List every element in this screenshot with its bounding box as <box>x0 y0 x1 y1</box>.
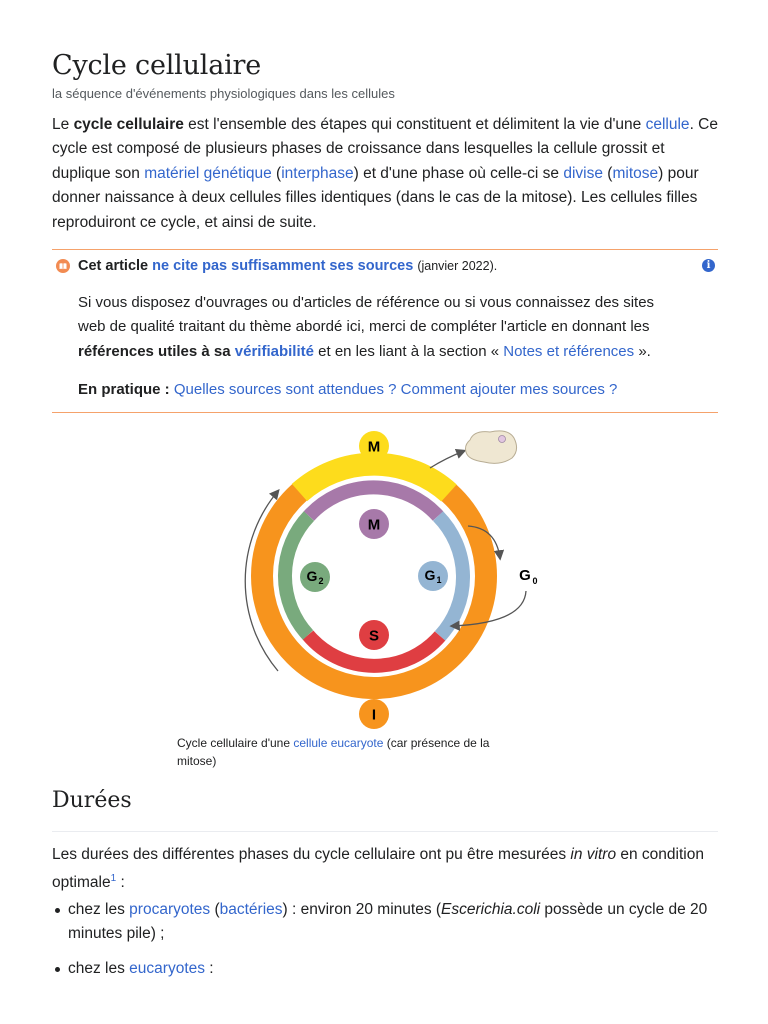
svg-text:0: 0 <box>532 576 538 586</box>
sources-notice-box <box>52 249 718 413</box>
book-warning-icon <box>56 259 70 273</box>
link-verifiabilite[interactable]: vérifiabilité <box>234 342 314 360</box>
figure-caption: Cycle cellulaire d'une cellule eucaryote (car présence de la mitose) <box>177 736 490 768</box>
link-notes-references[interactable]: Notes et références <box>503 342 635 360</box>
badge-inner-m <box>359 509 389 539</box>
notice-date: (janvier 2022). <box>417 259 498 273</box>
svg-text:G: G <box>519 567 531 584</box>
durations-list <box>52 898 734 991</box>
svg-text:2: 2 <box>318 576 324 586</box>
info-icon[interactable]: i <box>702 259 715 272</box>
badge-g2 <box>300 562 330 592</box>
reference-1[interactable]: 1 <box>110 873 117 885</box>
section-heading-durees: Durées <box>52 788 132 813</box>
svg-text:M: M <box>367 438 381 456</box>
link-cellule[interactable]: cellule <box>645 116 690 133</box>
link-bacteries[interactable]: bactéries <box>219 901 283 918</box>
link-interphase[interactable]: interphase <box>281 164 354 182</box>
page-subtitle: la séquence d'événements physiologiques dans les cellules <box>52 86 395 101</box>
notice-heading: Cet article ne cite pas suffisamment ses sources (janvier 2022). <box>78 258 498 274</box>
svg-text:G: G <box>424 567 436 583</box>
durations-paragraph: Les durées des différentes phases du cycle cellulaire ont pu être mesurées in vitro en condition optimale$^1$ : <box>52 846 704 892</box>
link-divise[interactable]: divise <box>563 164 603 182</box>
list-item: chez les eucaryotes : <box>68 957 734 981</box>
link-sources-attendues[interactable]: Quelles sources sont attendues ? Comment ajouter mes sources ? <box>173 381 618 398</box>
link-mitose[interactable]: mitose <box>612 164 659 182</box>
svg-text:1: 1 <box>436 575 442 585</box>
link-eucaryotes[interactable]: eucaryotes <box>129 959 205 977</box>
notice-body: Si vous disposez d'ouvrages ou d'articles de référence ou si vous connaissez des sites web de qualité traitant du thème abordé ici, merci de compléter l'article en donnant les références utiles à sa vérifiabilité et en les liant à la section « Notes et références ». <box>78 294 655 360</box>
cell-illustration <box>466 431 517 463</box>
bold-term: cycle cellulaire <box>73 116 184 133</box>
interphase-ring <box>262 464 486 688</box>
badge-outer-m <box>359 431 389 461</box>
list-item: chez les procaryotes (bactéries) : environ 20 minutes (Escerichia.coli possède un cycle de 20 minutes pile) ; <box>68 898 734 947</box>
link-cellule-eucaryote[interactable]: cellule eucaryote <box>293 736 384 750</box>
badge-outer-i <box>359 699 389 729</box>
page-title: Cycle cellulaire <box>52 50 262 81</box>
section-divider <box>52 831 718 832</box>
svg-text:M: M <box>367 516 381 534</box>
label-g0 <box>519 567 537 586</box>
link-materiel-genetique[interactable]: matériel génétique <box>144 164 272 182</box>
link-procaryotes[interactable]: procaryotes <box>129 901 211 918</box>
badge-inner-s <box>359 620 389 650</box>
svg-text:G: G <box>306 568 318 584</box>
link-sources-insuffisantes[interactable]: ne cite pas suffisamment ses sources <box>152 258 414 274</box>
notice-practice: En pratique : Quelles sources sont attendues ? Comment ajouter mes sources ? <box>78 381 618 398</box>
division-arrow <box>430 451 464 468</box>
svg-text:S: S <box>368 627 380 645</box>
intro-paragraph: Le cycle cellulaire est l'ensemble des étapes qui constituent et délimitent la vie d'une cellule. Ce cycle est composé de plusieurs phases de croissance dans lesquelles la cellule grossit et duplique son matériel génétique (interphase) et d'une phase où celle-ci se divise (mitose) pour donner naissance à deux cellules filles identiques (dans le cas de la mitose). Les cellules filles reproduiront ce cycle, et ainsi de suite. <box>52 116 718 231</box>
svg-text:I: I <box>371 706 377 724</box>
badge-g1 <box>418 561 448 591</box>
cell-cycle-diagram[interactable] <box>178 418 538 738</box>
